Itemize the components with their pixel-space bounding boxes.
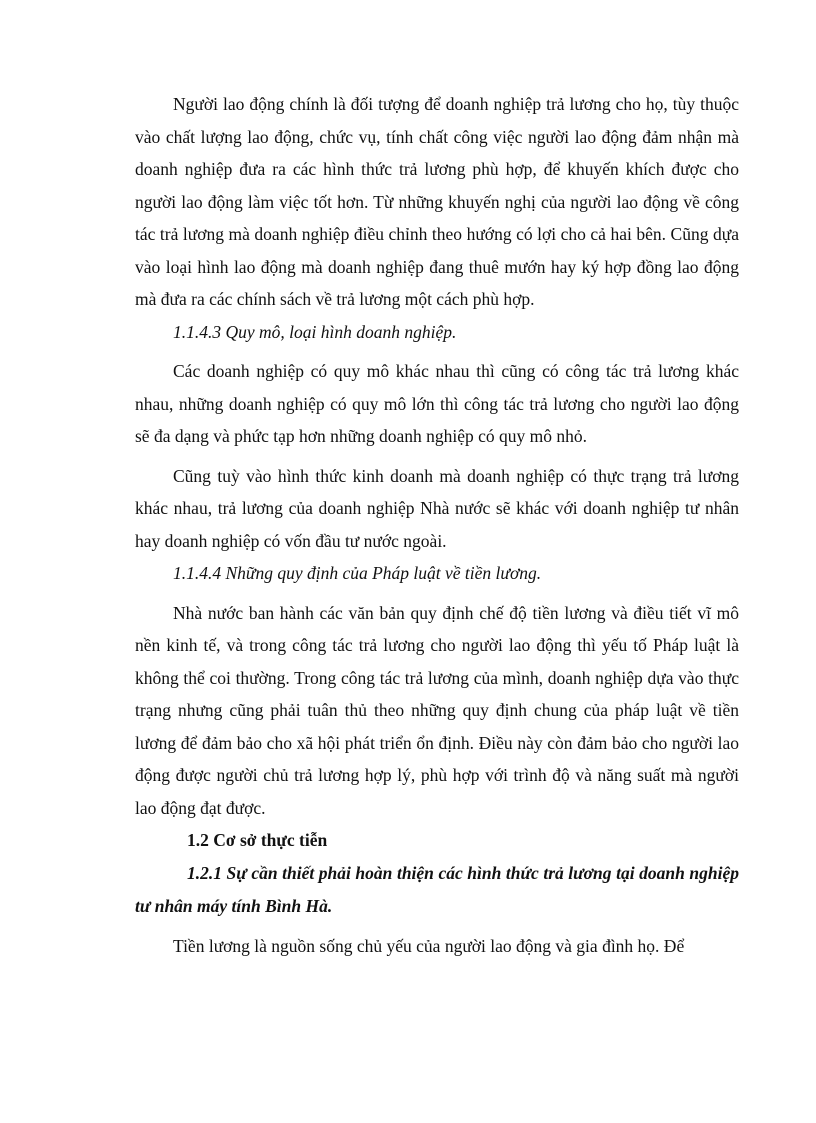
paragraph-employee-factor: Người lao động chính là đối tượng để doanh nghiệp trả lương cho họ, tùy thuộc vào chất lượng lao động, chức vụ, tính chất công việc người lao động đảm nhận mà doanh nghiệp đưa ra các hình thức trả lương phù hợp, để khuyến khích được cho người lao động làm việc tốt hơn. Từ những khuyến nghị của người lao động về công tác trả lương mà doanh nghiệp điều chỉnh theo hướng có lợi cho cả hai bên. Cũng dựa vào loại hình lao động mà doanh nghiệp đang thuê mướn hay ký hợp đồng lao động mà đưa ra các chính sách về trả lương một cách phù hợp.: [135, 94, 739, 309]
heading-1-1-4-3: 1.1.4.3 Quy mô, loại hình doanh nghiệp.: [173, 321, 457, 342]
paragraph-business-size: Các doanh nghiệp có quy mô khác nhau thì cũng có công tác trả lương khác nhau, những doanh nghiệp có quy mô lớn thì công tác trả lương cho người lao động sẽ đa dạng và phức tạp hơn những doanh nghiệp có quy mô nhỏ.: [135, 361, 739, 446]
paragraph-business-type: Cũng tuỳ vào hình thức kinh doanh mà doanh nghiệp có thực trạng trả lương khác nhau, trả lương của doanh nghiệp Nhà nước sẽ khác với doanh nghiệp tư nhân hay doanh nghiệp có vốn đầu tư nước ngoài.: [135, 465, 739, 551]
heading-1-2-1: 1.2.1 Sự cần thiết phải hoàn thiện các hình thức trả lương tại doanh nghiệp tư nhân máy tính Bình Hà.: [135, 862, 739, 916]
paragraph-law-regulations: Nhà nước ban hành các văn bản quy định chế độ tiền lương và điều tiết vĩ mô nền kinh tế, và trong công tác trả lương cho người lao động thì yếu tố Pháp luật là không thể coi thường. Trong công tác trả lương của mình, doanh nghiệp dựa vào thực trạng nhưng cũng phải tuân thủ theo những quy định chung của pháp luật về tiền lương để đảm bảo cho xã hội phát triển ổn định. Điều này còn đảm bảo cho người lao động được người chủ trả lương hợp lý, phù hợp với trình độ và năng suất mà người lao động đạt được.: [135, 602, 739, 818]
heading-1-2: 1.2 Cơ sở thực tiễn: [187, 830, 328, 850]
heading-1-1-4-4: 1.1.4.4 Những quy định của Pháp luật về tiền lương.: [173, 563, 542, 583]
document-body: [135, 88, 739, 962]
paragraph-wage-importance: Tiền lương là nguồn sống chủ yếu của người lao động và gia đình họ. Để: [173, 935, 685, 956]
